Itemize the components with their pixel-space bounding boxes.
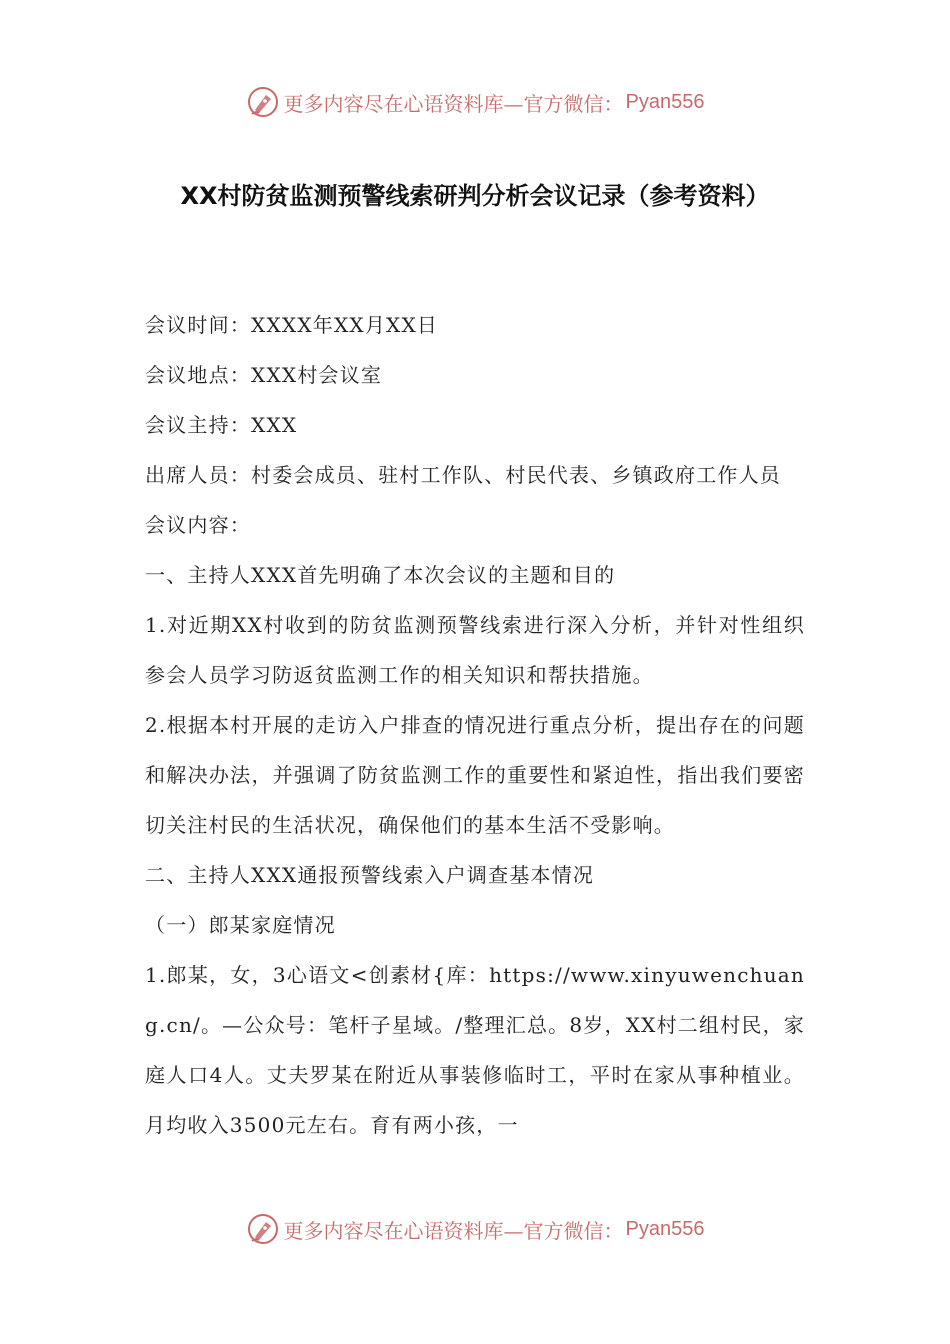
pen-nib-logo-icon [246,85,280,119]
watermark-footer [0,1209,950,1249]
section2-heading: 二、主持人XXX通报预警线索入户调查基本情况 [145,863,595,887]
section1-item2: 2.根据本村开展的走访入户排查的情况进行重点分析，提出存在的问题和解决办法，并强调了防贫监测工作的重要性和紧迫性，指出我们要密切关注村民的生活状况，确保他们的基本生活不受影响。 [145,713,805,837]
watermark-account: Pyan556 [625,90,705,113]
content-label: 会议内容： [145,513,251,537]
meeting-time: 会议时间：XXXX年XX月XX日 [145,313,439,337]
section1-heading: 一、主持人XXX首先明确了本次会议的主题和目的 [145,563,616,587]
subsection1-heading: （一）郎某家庭情况 [145,913,336,937]
watermark-text: 更多内容尽在心语资料库—官方微信： [283,1218,624,1243]
family-item1: 1.郎某，女，3心语文<创素材{库：https://www.xinyuwenchuang.cn/。—公众号：笔杆子星域。/整理汇总。8岁，XX村二组村民，家庭人口4人。丈夫罗某在附近从事装修临时工，平时在家从事种植业。月均收入3500元左右。育有两小孩，一 [145,963,805,1137]
pen-nib-logo-icon [246,1212,280,1246]
document-title: XX村防贫监测预警线索研判分析会议记录（参考资料） [180,182,770,210]
meeting-host: 会议主持：XXX [145,413,298,437]
watermark-text: 更多内容尽在心语资料库—官方微信： [283,91,624,116]
watermark-account: Pyan556 [625,1217,705,1240]
watermark-header [0,82,950,122]
document-body [145,300,805,1150]
attendees: 出席人员：村委会成员、驻村工作队、村民代表、乡镇政府工作人员 [145,463,781,487]
section1-item1: 1.对近期XX村收到的防贫监测预警线索进行深入分析，并针对性组织参会人员学习防返贫监测工作的相关知识和帮扶措施。 [145,613,805,687]
meeting-place: 会议地点：XXX村会议室 [145,363,383,387]
